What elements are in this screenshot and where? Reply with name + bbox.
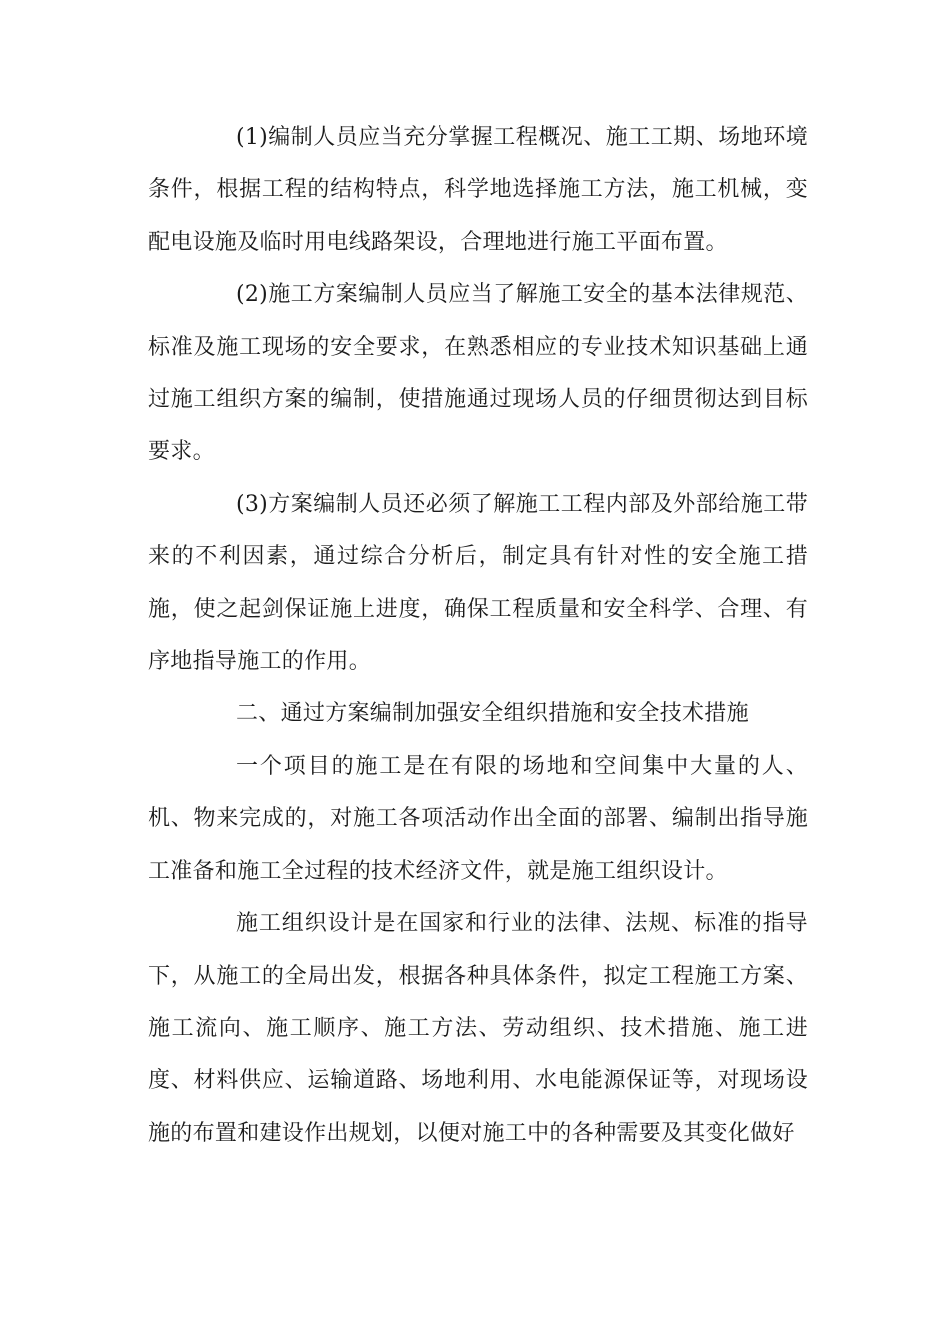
document-body — [148, 112, 808, 1160]
paragraph-item-2: (2)施工方案编制人员应当了解施工安全的基本法律规范、标准及施工现场的安全要求，在熟悉相应的专业技术知识基础上通过施工组织方案的编制，使措施通过现场人员的仔细贯彻达到目标要求。 — [148, 282, 808, 465]
section-heading: 二、通过方案编制加强安全组织措施和安全技术措施 — [236, 701, 749, 727]
paragraph-project: 一个项目的施工是在有限的场地和空间集中大量的人、机、物来完成的，对施工各项活动作出全面的部署、编制出指导施工准备和施工全过程的技术经济文件，就是施工组织设计。 — [148, 753, 808, 884]
paragraph-item-3: (3)方案编制人员还必须了解施工工程内部及外部给施工带来的不利因素，通过综合分析后，制定具有针对性的安全施工措施，使之起剑保证施上进度，确保工程质量和安全科学、合理、有序地指导施工的作用。 — [148, 491, 808, 675]
paragraph-item-1: (1)编制人员应当充分掌握工程概况、施工工期、场地环境条件，根据工程的结构特点，科学地选择施工方法，施工机械，变配电设施及临时用电线路架设，合理地进行施工平面布置。 — [148, 125, 808, 255]
paragraph-design: 施工组织设计是在国家和行业的法律、法规、标准的指导下，从施工的全局出发，根据各种具体条件，拟定工程施工方案、施工流向、施工顺序、施工方法、劳动组织、技术措施、施工进度、材料供应、运输道路、场地利用、水电能源保证等，对现场设施的布置和建设作出规划，以便对施工中的各种需要及其变化做好 — [148, 911, 808, 1146]
